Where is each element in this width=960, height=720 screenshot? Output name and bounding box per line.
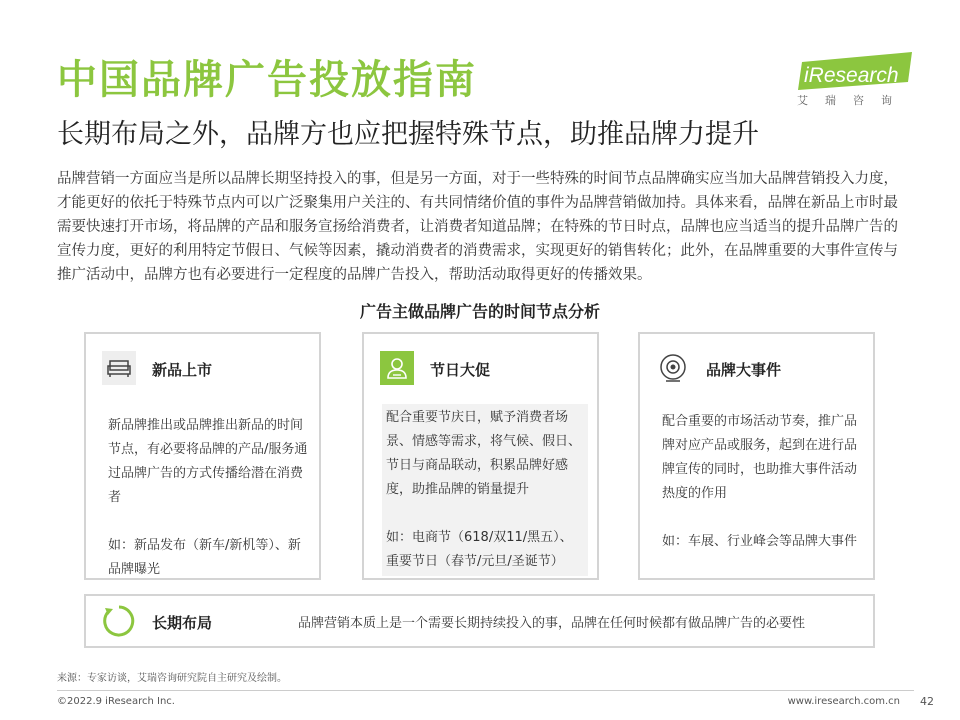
card-title: 新品上市: [152, 361, 213, 379]
card-title: 长期布局: [152, 614, 213, 632]
card-description: 品牌营销本质上是一个需要长期持续投入的事，品牌在任何时候都有做品牌广告的必要性: [298, 616, 806, 631]
card-title: 品牌大事件: [706, 361, 782, 379]
page-title: 中国品牌广告投放指南: [57, 57, 477, 103]
card-title: 节日大促: [430, 361, 491, 379]
card-example: 如：电商节（618/双11/黑五）、重要节日（春节/元旦/圣诞节）: [386, 530, 573, 569]
card-body: [108, 414, 308, 582]
card-new-product: [84, 332, 321, 580]
card-body: [662, 410, 862, 554]
intro-paragraph: 品牌营销一方面应当是所以品牌长期坚持投入的事，但是另一方面，对于一些特殊的时间节点品牌确实应当加大品牌营销投入力度，才能更好的依托于特殊节点内可以广泛聚集用户关注的、有共同情绪价值的事件为品牌营销做加持。具体来看，品牌在新品上市时最需要快速打开市场，将品牌的产品和服务宣扬给消费者，让消费者知道品牌；在特殊的节日时点，品牌也应当适当的提升品牌广告的宣传力度，更好的利用特定节假日、气候等因素，撬动消费者的消费需求，实现更好的销售转化；此外，在品牌重要的大事件宣传与推广活动中，品牌方也有必要进行一定程度的品牌广告投入，帮助活动取得更好的传播效果。: [57, 171, 898, 283]
card-brand-event: [638, 332, 875, 580]
page-subtitle: 长期布局之外，品牌方也应把握特殊节点，助推品牌力提升: [57, 119, 759, 150]
card-long-term: [84, 594, 875, 648]
camera-icon: [656, 351, 690, 385]
logo-chinese-name: 艾瑞咨询: [797, 94, 909, 107]
card-body: [382, 404, 588, 576]
website-url: www.iresearch.com.cn: [787, 696, 900, 707]
card-example: 如：车展、行业峰会等品牌大事件: [662, 534, 858, 549]
card-description: 配合重要节庆日，赋予消费者场景、情感等需求，将气候、假日、节日与商品联动，积累品牌好感度，助推品牌的销量提升: [386, 410, 582, 497]
logo-text: iResearch: [804, 64, 899, 87]
section-title: 广告主做品牌广告的时间节点分析: [359, 302, 600, 321]
card-holiday-promotion: [362, 332, 599, 580]
footer-divider: [57, 690, 914, 691]
copyright: ©2022.9 iResearch Inc.: [57, 696, 175, 707]
sofa-icon: [102, 351, 136, 385]
card-description: 新品牌推出或品牌推出新品的时间节点，有必要将品牌的产品/服务通过品牌广告的方式传播给潜在消费者: [108, 418, 308, 505]
page-number: 42: [920, 695, 934, 708]
card-example: 如：新品发布（新车/新机等）、新品牌曝光: [108, 538, 301, 577]
source-note: 来源：专家访谈，艾瑞咨询研究院自主研究及绘制。: [57, 673, 287, 684]
cycle-icon: [102, 604, 136, 638]
card-description: 配合重要的市场活动节奏，推广品牌对应产品或服务，起到在进行品牌宣传的同时，也助推大事件活动热度的作用: [662, 414, 858, 501]
person-icon: [380, 351, 414, 385]
